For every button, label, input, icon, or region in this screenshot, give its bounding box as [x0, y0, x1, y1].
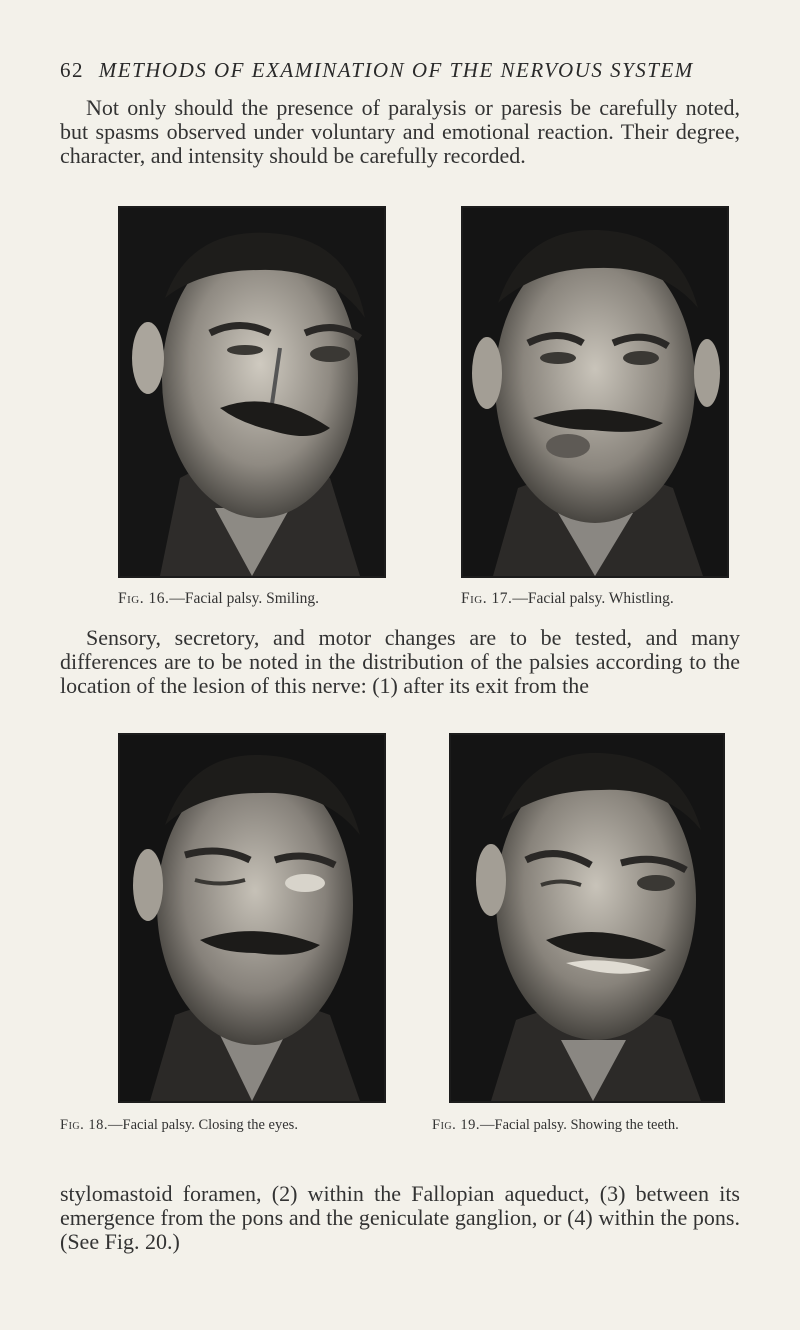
figure-16-photo [118, 206, 386, 578]
figure-19-text: —Facial palsy. Showing the teeth. [480, 1117, 679, 1133]
running-title: METHODS OF EXAMINATION OF THE NERVOUS SYSTEM [98, 58, 694, 82]
figure-17-caption [461, 590, 674, 608]
figure-18-label: Fig. 18. [60, 1117, 108, 1133]
page-number: 62 [60, 58, 84, 82]
figure-16-caption [118, 590, 319, 608]
figure-19-photo [449, 733, 725, 1103]
figure-16-text: —Facial palsy. Smiling. [169, 590, 320, 607]
figure-17-photo [461, 206, 729, 578]
paragraph-3: stylomastoid foramen, (2) within the Fallopian aqueduct, (3) between its emergence from the pons and the geniculate ganglion, or (4) within the pons. (See Fig. 20.) [60, 1181, 740, 1254]
figure-19-label: Fig. 19. [432, 1117, 480, 1133]
figure-17-text: —Facial palsy. Whistling. [512, 590, 674, 607]
paragraph-1: Not only should the presence of paralysis or paresis be carefully noted, but spasms observed under voluntary and emotional reaction. Their degree, character, and intensity should be carefully recorded. [60, 95, 740, 168]
figure-17-label: Fig. 17. [461, 590, 513, 607]
figure-16-label: Fig. 16. [118, 590, 170, 607]
figure-18-caption [60, 1117, 298, 1134]
figure-19-caption [432, 1117, 679, 1134]
figure-18-text: —Facial palsy. Closing the eyes. [108, 1117, 298, 1133]
paragraph-2: Sensory, secretory, and motor changes are to be tested, and many differences are to be noted in the distribution of the palsies according to the location of the lesion of this nerve: (1) after its exit from the [60, 625, 740, 698]
running-header [60, 58, 740, 83]
figure-18-photo [118, 733, 386, 1103]
